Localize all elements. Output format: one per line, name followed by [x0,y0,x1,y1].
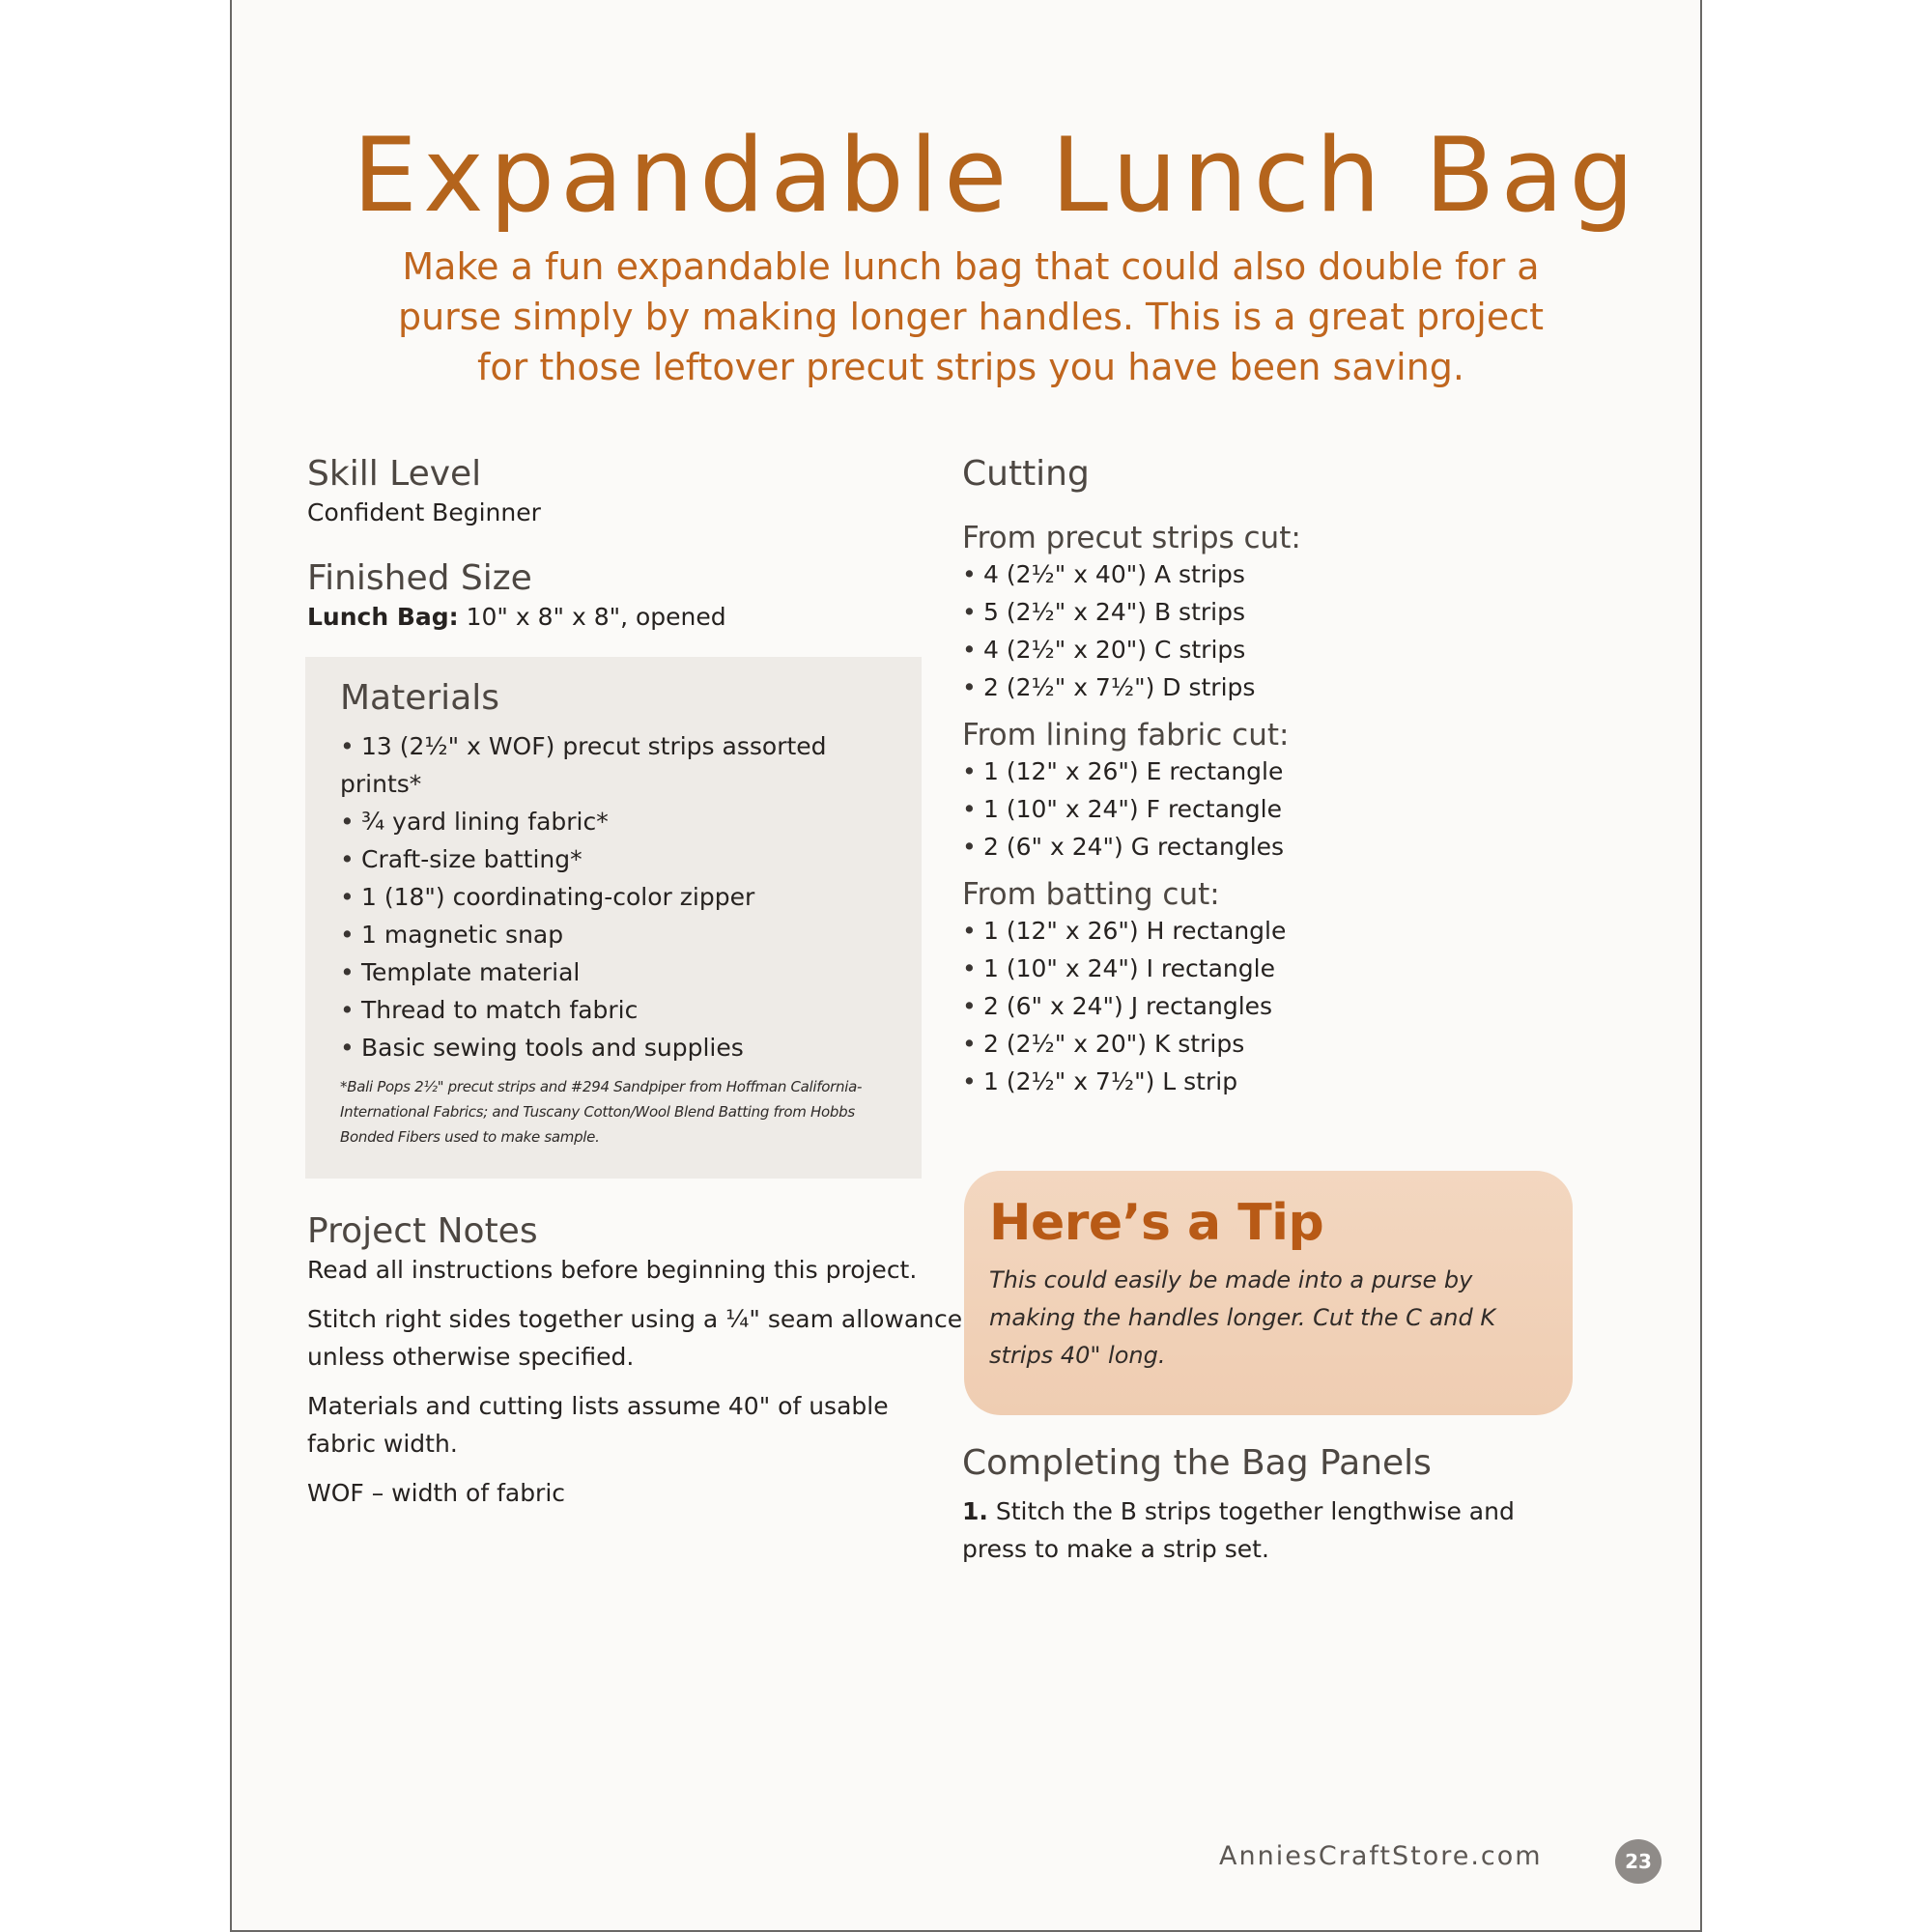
finished-size-value [307,598,964,636]
materials-footnote: *Bali Pops 2½" precut strips and #294 Sandpiper from Hoffman California-International Fabrics; and Tuscany Cotton/Wool Blend Batting from Hobbs Bonded Fibers used to make sample. [340,1078,863,1146]
step-paragraph [962,1492,1580,1568]
left-column [307,454,964,1512]
list-item: • 1 (10" x 24") F rectangle [962,790,1600,828]
project-note: WOF – width of fabric [307,1479,566,1507]
finished-size-label: Lunch Bag: [307,603,459,631]
project-note: Materials and cutting lists assume 40" of usable fabric width. [307,1392,889,1458]
list-item: • Basic sewing tools and supplies [340,1029,893,1066]
list-item: • Thread to match fabric [340,991,893,1029]
finished-size-dimensions: 10" x 8" x 8", opened [458,603,726,631]
list-item: • 1 (10" x 24") I rectangle [962,950,1600,987]
tip-body: This could easily be made into a purse by making the handles longer. Cut the C and K strips 40" long. [989,1266,1496,1369]
cutting-list [962,912,1600,1100]
list-item: • 2 (2½" x 20") K strips [962,1025,1600,1063]
list-item: • 2 (6" x 24") G rectangles [962,828,1600,866]
list-item: • 1 (18") coordinating-color zipper [340,878,893,916]
materials-heading: Materials [340,678,500,718]
materials-list [340,727,893,1066]
project-notes-heading: Project Notes [307,1211,538,1251]
list-item: • 2 (6" x 24") J rectangles [962,987,1600,1025]
skill-level-value: Confident Beginner [307,498,541,526]
right-column [962,454,1600,1100]
page-title: Expandable Lunch Bag [353,116,1640,235]
step-number: 1. [962,1497,988,1525]
list-item: • 4 (2½" x 20") C strips [962,631,1600,668]
page-number-badge: 23 [1615,1839,1662,1884]
list-item: • ¾ yard lining fabric* [340,803,893,840]
cutting-list [962,555,1600,706]
list-item: • 1 (12" x 26") H rectangle [962,912,1600,950]
footer-url: AnniesCraftStore.com [1219,1841,1543,1871]
cutting-group-heading: From batting cut: [962,877,1220,912]
project-note: Read all instructions before beginning this project. [307,1256,918,1284]
page-subtitle: Make a fun expandable lunch bag that could also double for a purse simply by making longer handles. This is a great project for those leftover precut strips you have been saving. [397,245,1545,388]
tip-box [964,1171,1573,1415]
list-item: • 1 (2½" x 7½") L strip [962,1063,1600,1100]
list-item: • Template material [340,953,893,991]
list-item: • 1 (12" x 26") E rectangle [962,753,1600,790]
materials-box [305,657,922,1179]
list-item: • 4 (2½" x 40") A strips [962,555,1600,593]
cutting-group-heading: From precut strips cut: [962,521,1301,555]
step-text: Stitch the B strips together lengthwise and press to make a strip set. [962,1497,1515,1563]
finished-size-heading: Finished Size [307,558,532,598]
list-item: • 13 (2½" x WOF) precut strips assorted prints* [340,727,893,803]
cutting-heading: Cutting [962,454,1090,494]
list-item: • 2 (2½" x 7½") D strips [962,668,1600,706]
list-item: • 1 magnetic snap [340,916,893,953]
completing-section [962,1443,1580,1568]
list-item: • 5 (2½" x 24") B strips [962,593,1600,631]
tip-heading: Here’s a Tip [989,1194,1324,1252]
cutting-group-heading: From lining fabric cut: [962,718,1290,753]
project-note: Stitch right sides together using a ¼" seam allowance unless otherwise specified. [307,1305,963,1371]
list-item: • Craft-size batting* [340,840,893,878]
skill-level-heading: Skill Level [307,454,482,494]
page [230,0,1702,1932]
completing-heading: Completing the Bag Panels [962,1443,1432,1483]
cutting-list [962,753,1600,866]
